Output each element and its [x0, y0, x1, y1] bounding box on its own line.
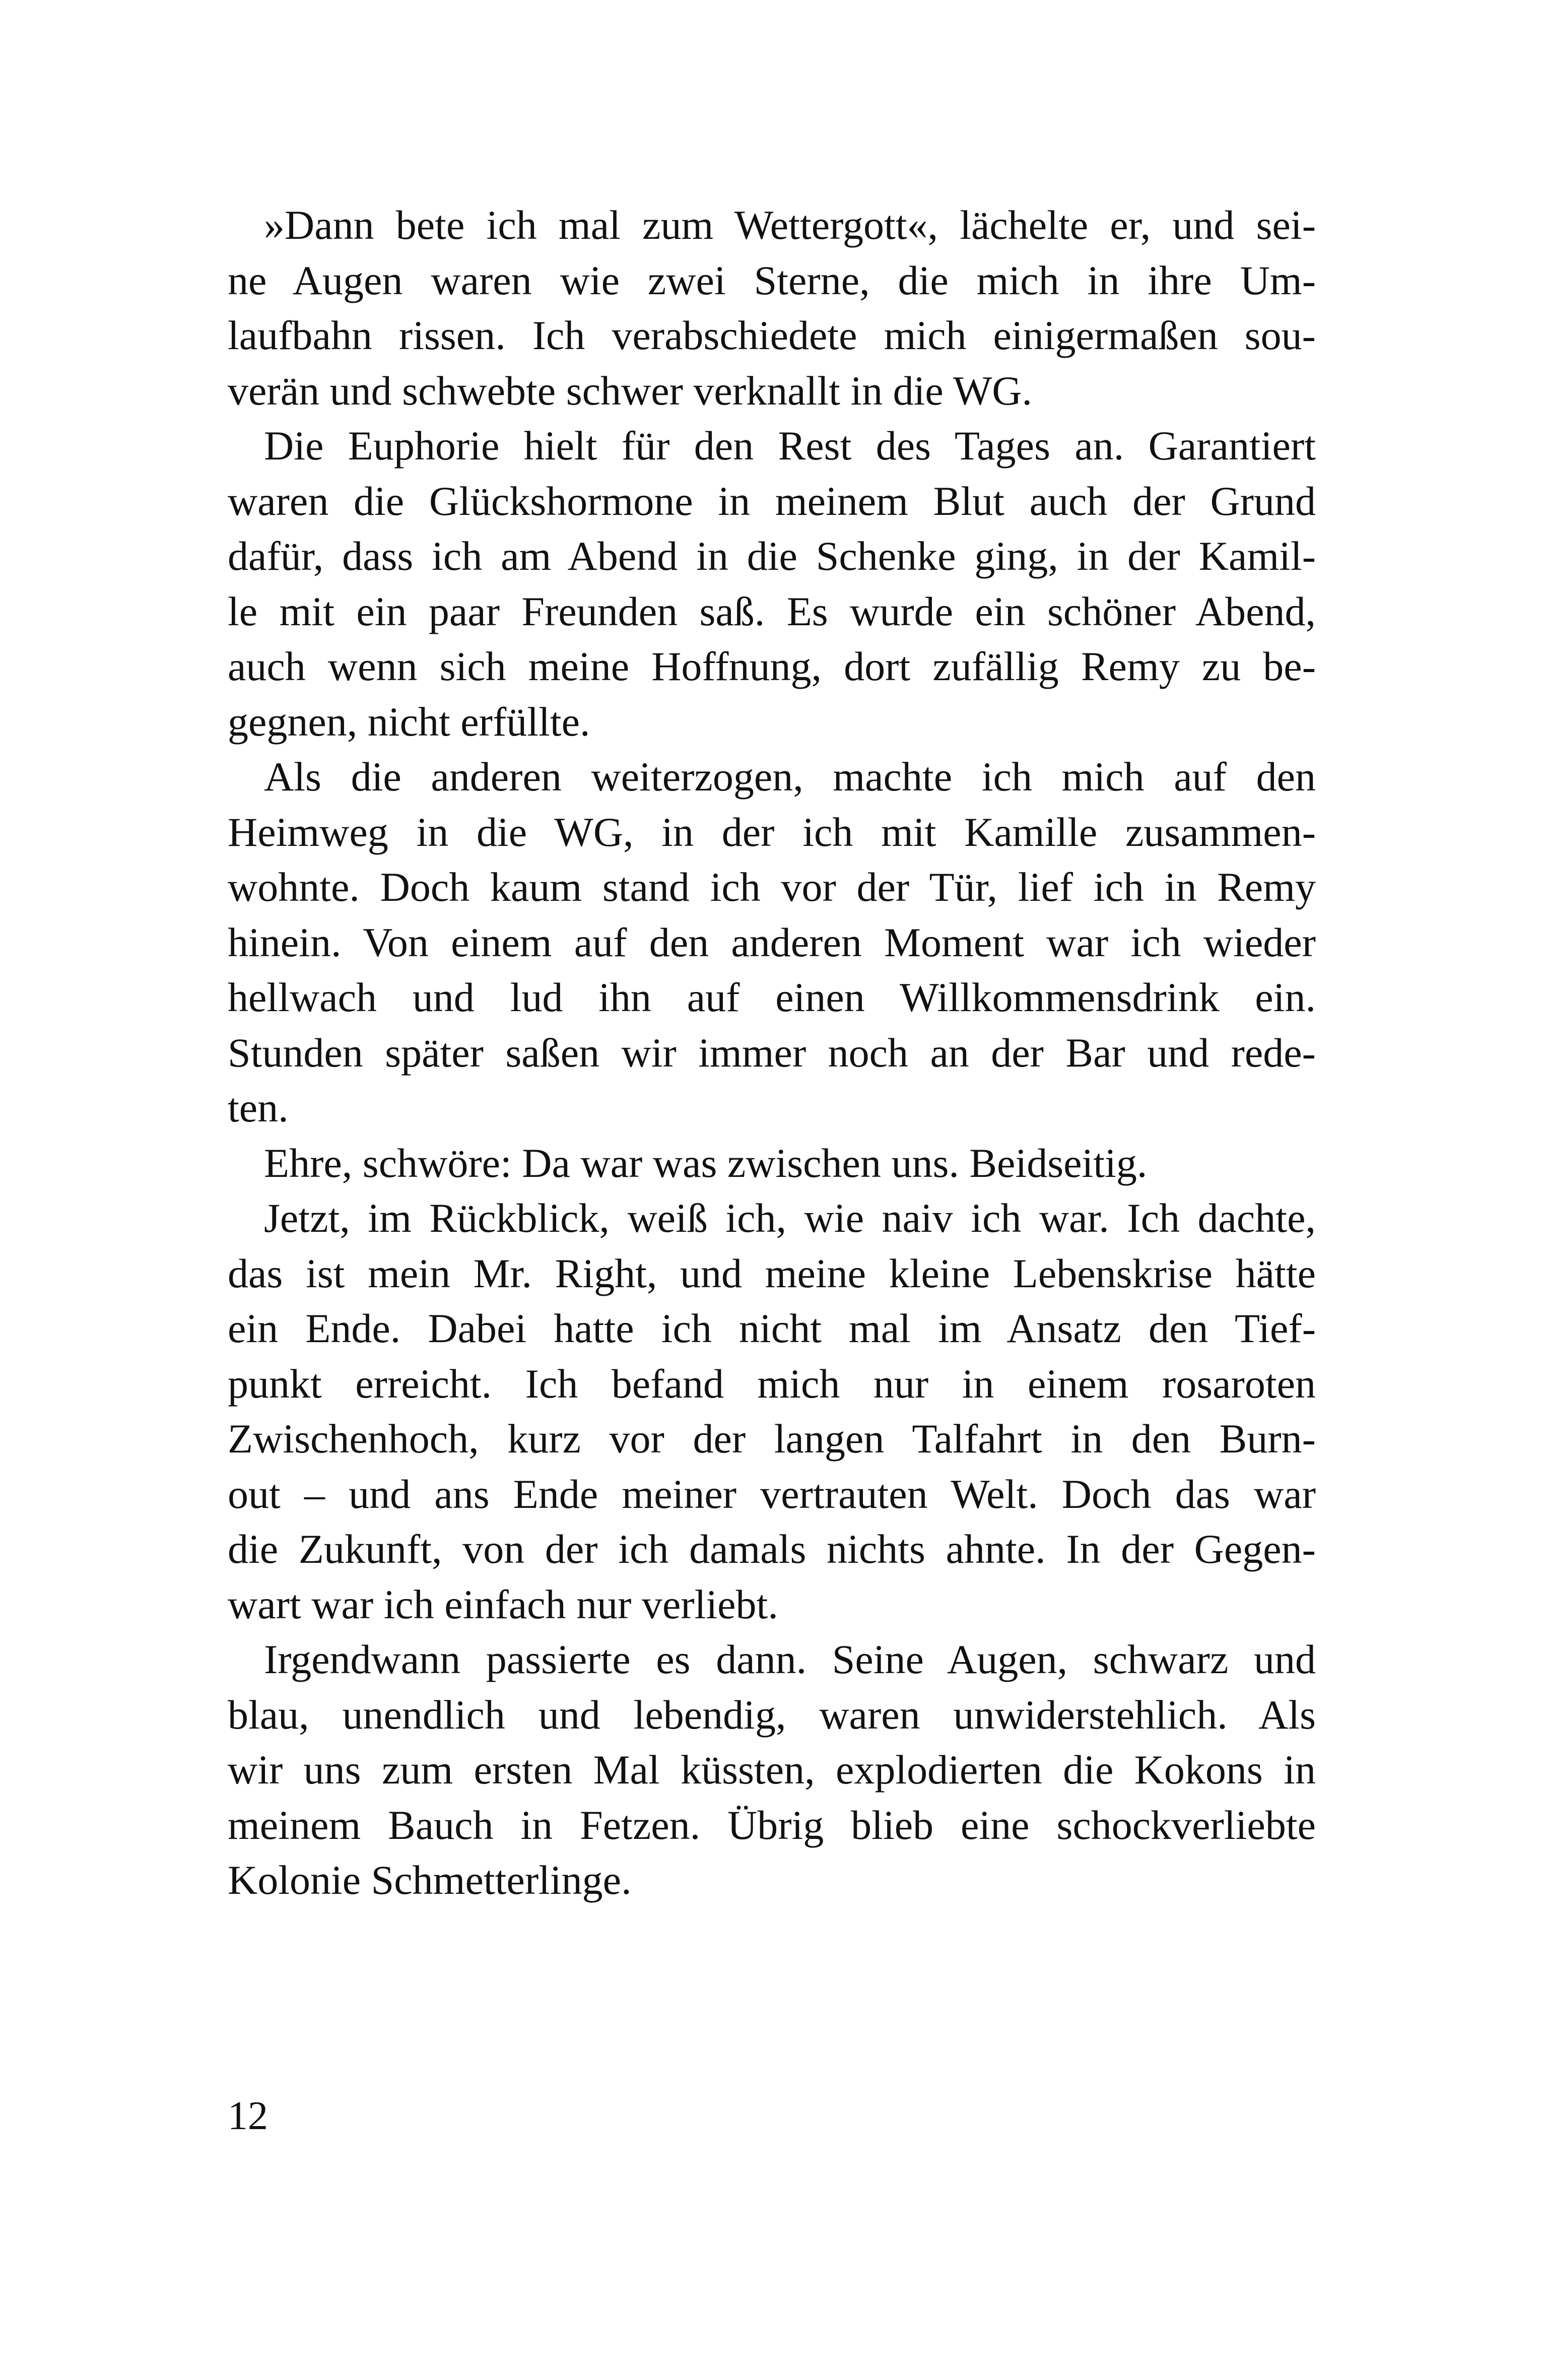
text-line: meinem Bauch in Fetzen. Übrig blieb eine schockverliebte [228, 1802, 1316, 1848]
text-line: ten. [228, 1085, 289, 1131]
text-line: auch wenn sich meine Hoffnung, dort zufällig Remy zu be- [228, 643, 1316, 689]
text-line: Kolonie Schmetterlinge. [228, 1857, 632, 1903]
text-line: Stunden später saßen wir immer noch an der Bar und rede- [228, 1029, 1316, 1076]
text-line: Als die anderen weiterzogen, machte ich mich auf den [264, 754, 1316, 800]
text-line: wir uns zum ersten Mal küssten, explodierten die Kokons in [228, 1747, 1316, 1793]
text-line: verän und schwebte schwer verknallt in die WG. [228, 367, 1032, 414]
text-line: le mit ein paar Freunden saß. Es wurde ein schöner Abend, [228, 588, 1316, 634]
text-line: ein Ende. Dabei hatte ich nicht mal im Ansatz den Tief- [228, 1305, 1316, 1351]
text-line: ne Augen waren wie zwei Sterne, die mich in ihre Um- [228, 257, 1316, 303]
text-line: Zwischenhoch, kurz vor der langen Talfahrt in den Burn- [228, 1416, 1316, 1462]
paragraph [228, 1632, 1316, 1908]
text-line: blau, unendlich und lebendig, waren unwiderstehlich. Als [228, 1691, 1316, 1738]
text-line: punkt erreicht. Ich befand mich nur in einem rosaroten [228, 1360, 1316, 1407]
page-number: 12 [228, 2094, 268, 2138]
text-line: out – und ans Ende meiner vertrauten Welt. Doch das war [228, 1471, 1316, 1517]
paragraph [228, 749, 1316, 1136]
text-line: gegnen, nicht erfüllte. [228, 698, 590, 745]
paragraph [228, 197, 1316, 418]
paragraph [228, 418, 1316, 749]
text-line: Heimweg in die WG, in der ich mit Kamille zusammen- [228, 809, 1316, 855]
text-line: »Dann bete ich mal zum Wettergott«, lächelte er, und sei- [264, 202, 1316, 248]
text-line: waren die Glückshormone in meinem Blut auch der Grund [228, 478, 1316, 524]
paragraph [228, 1136, 1316, 1191]
text-line: hellwach und lud ihn auf einen Willkommensdrink ein. [228, 974, 1316, 1020]
text-line: wohnte. Doch kaum stand ich vor der Tür, lief ich in Remy [228, 864, 1316, 910]
text-line: dafür, dass ich am Abend in die Schenke ging, in der Kamil- [228, 533, 1316, 579]
text-line: Irgendwann passierte es dann. Seine Augen, schwarz und [264, 1636, 1316, 1682]
text-line: Ehre, schwöre: Da war was zwischen uns. Beidseitig. [264, 1140, 1148, 1186]
text-line: die Zukunft, von der ich damals nichts ahnte. In der Gegen- [228, 1526, 1316, 1572]
body-text [228, 197, 1316, 1908]
text-line: das ist mein Mr. Right, und meine kleine Lebenskrise hätte [228, 1250, 1316, 1296]
paragraph [228, 1191, 1316, 1632]
text-line: laufbahn rissen. Ich verabschiedete mich einigermaßen sou- [228, 312, 1316, 358]
text-line: hinein. Von einem auf den anderen Moment war ich wieder [228, 919, 1316, 965]
text-line: Jetzt, im Rückblick, weiß ich, wie naiv ich war. Ich dachte, [264, 1195, 1316, 1241]
text-line: wart war ich einfach nur verliebt. [228, 1581, 778, 1627]
text-line: Die Euphorie hielt für den Rest des Tages an. Garantiert [264, 423, 1316, 469]
